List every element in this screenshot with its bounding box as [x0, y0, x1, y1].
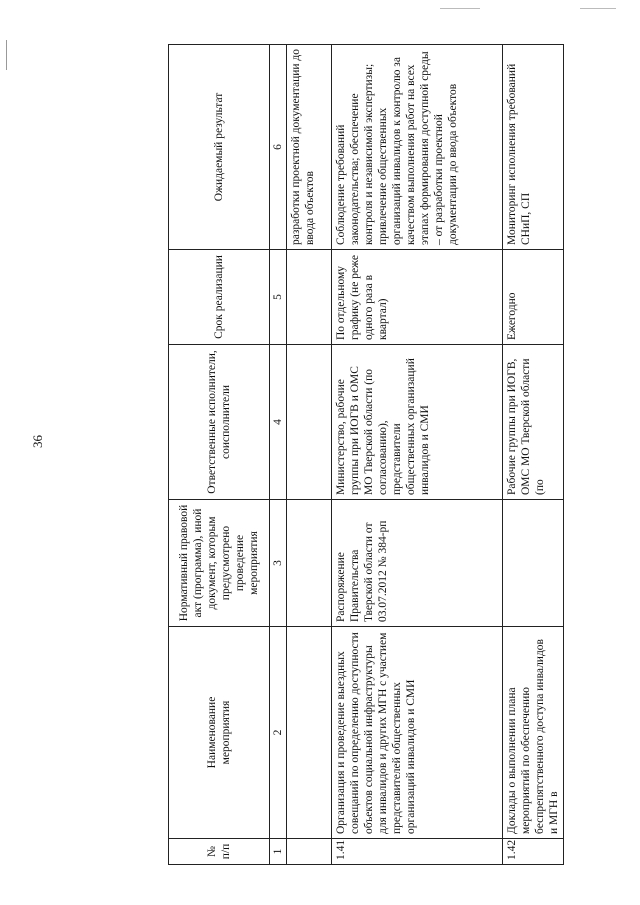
scan-edge-mark [6, 40, 7, 70]
row-name: Доклады о выполнении плана мероприятий по обеспечению беспрепятственного доступа инвалидов и МГН в [503, 627, 564, 839]
row-term: Ежегодно [503, 250, 564, 345]
table-cell [287, 500, 332, 627]
row-name: Организация и проведение выездных совещаний по определению доступности объектов социальной инфраструктуры для инвалидов и других МГН с участием представителей общественных организаций инвалидов и СМИ [332, 627, 503, 839]
column-number: 5 [270, 250, 287, 345]
column-number: 6 [270, 45, 287, 250]
row-number: 1.41 [332, 839, 503, 865]
scan-artifact [580, 8, 616, 9]
column-number: 4 [270, 345, 287, 500]
table-row [332, 45, 503, 865]
table-cell [287, 627, 332, 839]
row-executors: Министерство, рабочие группы при ИОГВ и ОМС МО Тверской области (по согласованию), представители общественных организаций инвалидов и СМИ [332, 345, 503, 500]
row-term: По отдельному графику (не реже одного раза в квартал) [332, 250, 503, 345]
header-legal-act: Нормативный правовой акт (программа), иной документ, которым предусмотрено проведение мероприятия [169, 500, 270, 627]
table-cell [287, 250, 332, 345]
column-number: 1 [270, 839, 287, 865]
table-header-row [169, 45, 270, 865]
header-executors: Ответственные исполнители, соисполнители [169, 345, 270, 500]
page-number: 36 [30, 435, 45, 448]
header-result: Ожидаемый результат [169, 45, 270, 250]
column-number: 2 [270, 627, 287, 839]
header-term: Срок реализации [169, 250, 270, 345]
row-number: 1.42 [503, 839, 564, 865]
table-cell: разработки проектной документации до ввода объектов [287, 45, 332, 250]
table-cell [287, 839, 332, 865]
rotated-page-content [168, 45, 560, 865]
scan-artifact [440, 8, 480, 9]
row-legal-act [503, 500, 564, 627]
row-result: Соблюдение требований законодательства; обеспечение контроля и независимой экспертизы; привлечение общественных организаций инвалидов к контролю за качеством выполнения работ на всех этапах формирования доступной среды – от разработки проектной документации до ввода объектов [332, 45, 503, 250]
row-executors: Рабочие группы при ИОГВ, ОМС МО Тверской области (по [503, 345, 564, 500]
table-row [503, 45, 564, 865]
table-cell [287, 345, 332, 500]
header-number: № п/п [169, 839, 270, 865]
column-number: 3 [270, 500, 287, 627]
header-name: Наименование мероприятия [169, 627, 270, 839]
row-result: Мониторинг исполнения требований СНиП, СП [503, 45, 564, 250]
table-row-continuation [287, 45, 332, 865]
row-legal-act: Распоряжение Правительства Тверской области от 03.07.2012 № 384-рп [332, 500, 503, 627]
column-number-row [270, 45, 287, 865]
measures-table [168, 44, 564, 865]
